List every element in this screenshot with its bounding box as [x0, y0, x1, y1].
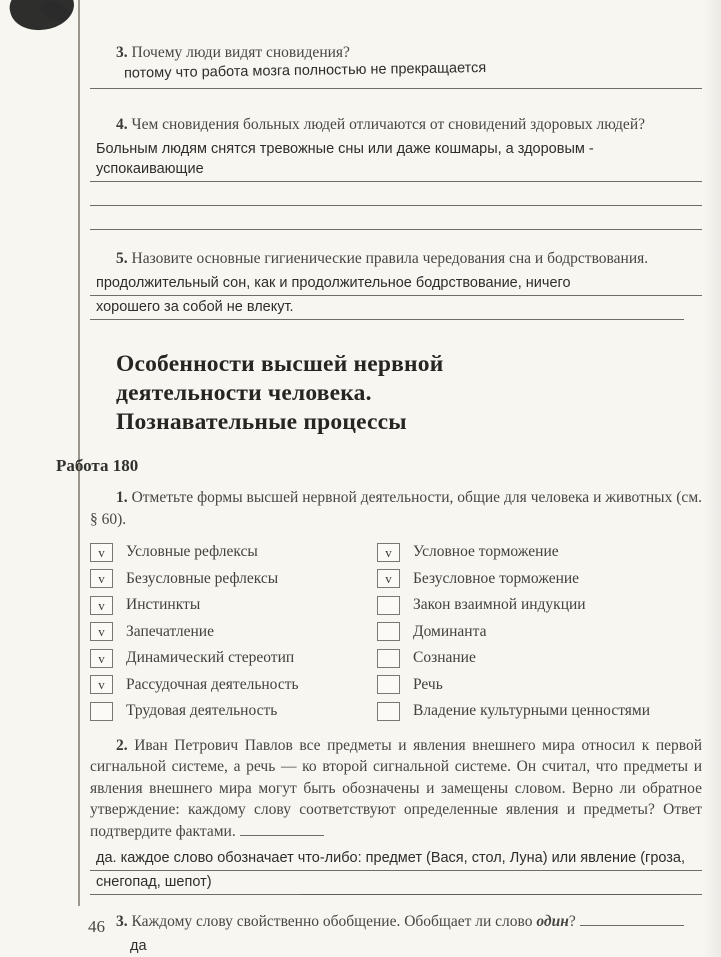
checkbox-row	[90, 698, 377, 725]
handwritten-answer: продолжительный сон, как и продолжительное бодрствование, ничего	[96, 275, 571, 291]
question-5-line	[90, 248, 702, 269]
checkbox-label: Инстинкты	[126, 596, 201, 614]
answer-rule	[90, 88, 702, 89]
checkbox-label: Условное торможение	[413, 543, 559, 561]
checkbox[interactable]	[377, 702, 400, 721]
question-text: Почему люди видят сновидения?	[131, 44, 350, 61]
checkbox-row	[377, 592, 702, 619]
handwritten-answer: Больным людям снятся тревожные сны или даже кошмары, а здоровым - успокаивающие	[96, 141, 594, 177]
check-mark: v	[98, 624, 105, 640]
handwritten-answer: да. каждое слово обозначает что-либо: предмет (Вася, стол, Луна) или явление (гроза,	[96, 850, 686, 866]
question-4	[90, 114, 702, 230]
page-number: 46	[88, 917, 105, 936]
checkbox-label: Закон взаимной индукции	[413, 596, 586, 614]
question-3-line	[90, 42, 702, 85]
answer-line	[90, 138, 702, 182]
faint-scan-rule	[300, 894, 681, 895]
task-3-text	[90, 911, 702, 933]
checkbox[interactable]	[377, 596, 400, 615]
checkbox-row	[377, 566, 702, 593]
checkbox-label: Рассудочная деятельность	[126, 675, 299, 693]
checkbox-row	[90, 672, 377, 699]
section-title-line: деятельности человека.	[116, 380, 372, 406]
task-number: 1.	[116, 489, 128, 506]
question-text: Назовите основные гигиенические правила чередования сна и бодрствования.	[131, 250, 649, 267]
question-5	[90, 248, 702, 320]
question-text: Чем сновидения больных людей отличаются от сновидений здоровых людей?	[131, 116, 645, 133]
page-content	[56, 0, 703, 954]
check-mark: v	[98, 571, 105, 587]
checkbox-row	[377, 539, 702, 566]
checkbox-label: Безусловное торможение	[413, 569, 580, 587]
check-mark: v	[98, 677, 105, 693]
checkbox-row	[377, 698, 702, 725]
question-4-line	[90, 114, 702, 135]
checkbox-row	[90, 539, 377, 566]
checkbox[interactable]	[90, 543, 113, 562]
checkbox-label: Безусловные рефлексы	[126, 569, 279, 587]
task-text: Каждому слову свойственно обобщение. Обобщает ли слово	[131, 913, 533, 930]
blank-answer-rule[interactable]	[90, 206, 702, 230]
task-2-text	[90, 735, 702, 843]
answer-line	[90, 847, 702, 871]
section-title-line: Познавательные процессы	[116, 409, 407, 435]
work-number-label: Работа 180	[56, 456, 139, 475]
check-mark: v	[385, 544, 392, 560]
checkbox[interactable]	[90, 622, 113, 641]
answer-line	[90, 296, 684, 320]
handwritten-answer: снегопад, шепот)	[96, 874, 212, 890]
checkbox-label: Условные рефлексы	[126, 543, 258, 561]
checkbox-label: Доминанта	[413, 622, 487, 640]
checkbox-row	[377, 619, 702, 646]
checkbox-label: Динамический стереотип	[126, 649, 295, 667]
checkbox[interactable]	[377, 569, 400, 588]
check-mark: v	[98, 544, 105, 560]
handwritten-answer: да	[130, 937, 147, 954]
check-mark: v	[385, 571, 392, 587]
task-italic-word: один	[536, 913, 569, 930]
checkbox-row	[377, 672, 702, 699]
task-number: 2.	[116, 736, 128, 754]
checkbox[interactable]	[90, 702, 113, 721]
question-number: 5.	[116, 250, 128, 267]
task-1-text	[90, 487, 702, 530]
checkbox[interactable]	[90, 596, 113, 615]
checkbox[interactable]	[90, 675, 113, 694]
checkbox-row	[90, 645, 377, 672]
question-3	[90, 42, 702, 89]
checkbox[interactable]	[377, 543, 400, 562]
handwritten-answer: потому что работа мозга полностью не прекращается	[123, 59, 487, 82]
checkbox-label: Трудовая деятельность	[126, 702, 278, 720]
checkbox-row	[90, 592, 377, 619]
checkbox-label: Речь	[413, 675, 443, 693]
checkbox-grid	[90, 539, 702, 725]
checkbox[interactable]	[377, 649, 400, 668]
checkbox[interactable]	[377, 675, 400, 694]
question-number: 4.	[116, 116, 128, 133]
task-text: Отметьте формы высшей нервной деятельности, общие для человека и животных (см. § 60).	[90, 489, 702, 528]
checkbox-label: Сознание	[413, 649, 476, 667]
checkbox-row	[90, 566, 377, 593]
checkbox[interactable]	[90, 649, 113, 668]
task-number: 3.	[116, 913, 128, 930]
checkbox-column-left	[90, 539, 377, 725]
checkbox-row	[90, 619, 377, 646]
checkbox-label: Владение культурными ценностями	[413, 702, 650, 720]
section-title-line: Особенности высшей нервной	[116, 351, 444, 377]
task-text: ?	[568, 913, 576, 930]
section-title	[116, 350, 702, 437]
task-text: Иван Петрович Павлов все предметы и явления внешнего мира относил к первой сигнальной системе, а речь — ко второй сигнальной системе. Он считал, что предметы и явления внешнего мира могут быть обозначены и замещены словом. Верно ли обратное утверждение: каждому слову соответствуют определенные явления и предметы? Ответ подтвердите фактами.	[90, 736, 703, 840]
checkbox[interactable]	[90, 569, 113, 588]
checkbox-column-right	[377, 539, 702, 725]
left-margin-rule	[78, 0, 80, 906]
handwritten-answer: хорошего за собой не влекут.	[96, 299, 294, 315]
checkbox-label: Запечатление	[126, 622, 214, 640]
answer-line	[90, 871, 702, 895]
answer-line	[90, 272, 702, 296]
checkbox-row	[377, 645, 702, 672]
task-2-answer	[90, 847, 702, 895]
blank-answer-rule[interactable]	[90, 182, 702, 206]
checkbox[interactable]	[377, 622, 400, 641]
inline-answer-rule[interactable]	[240, 834, 324, 836]
check-mark: v	[98, 650, 105, 666]
inline-answer-rule[interactable]	[580, 924, 684, 926]
question-number: 3.	[116, 44, 128, 61]
check-mark: v	[98, 597, 105, 613]
